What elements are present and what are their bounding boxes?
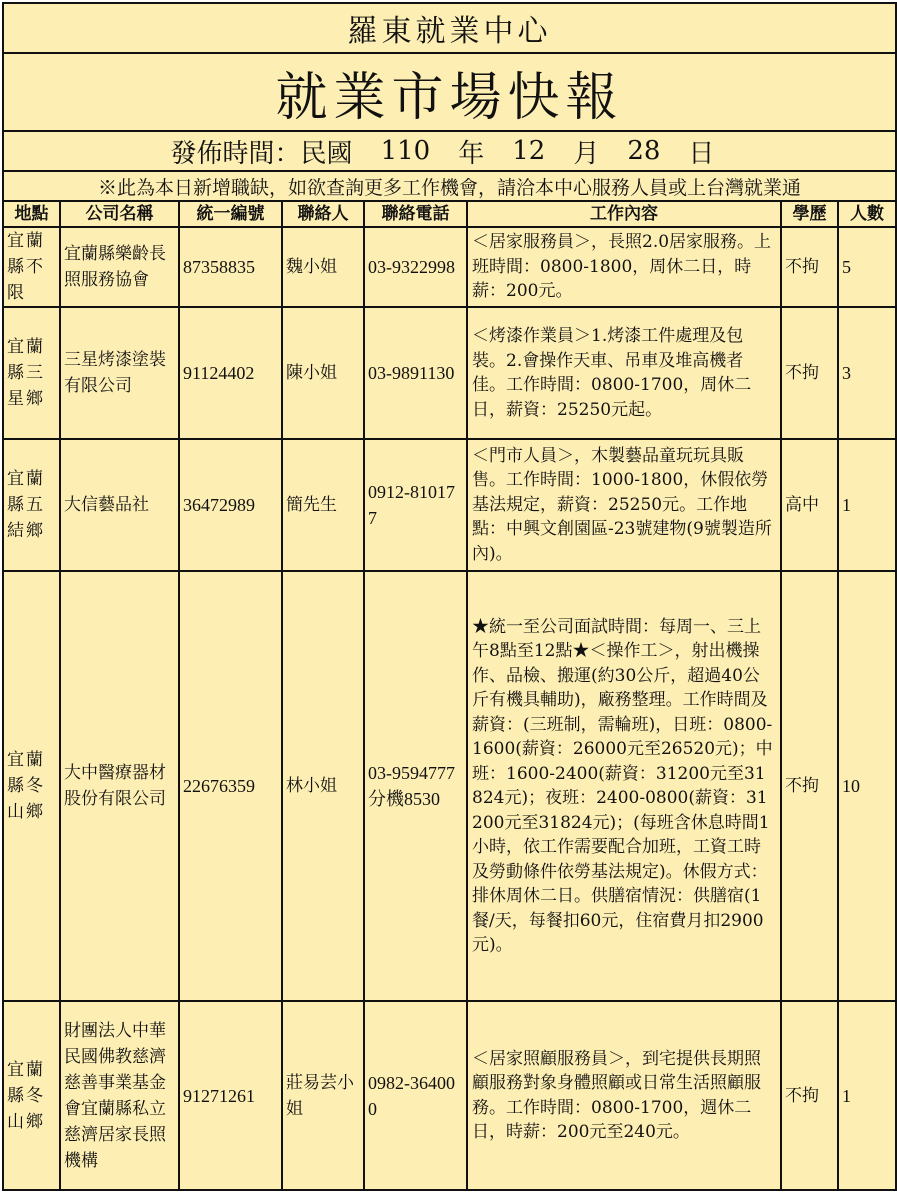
cell-tax-id: 22676359 <box>179 571 282 1001</box>
cell-tax-id: 91271261 <box>179 1001 282 1189</box>
cell-area: 宜蘭縣冬山鄉 <box>4 1001 60 1189</box>
cell-count: 10 <box>838 571 895 1001</box>
cell-tax-id: 87358835 <box>179 227 282 307</box>
cell-content: ＜居家服務員＞，長照2.0居家服務。上班時間：0800-1800，周休二日，時薪：200元。 <box>467 227 781 307</box>
cell-area: 宜蘭縣五結鄉 <box>4 439 60 571</box>
cell-company: 大中醫療器材股份有限公司 <box>60 571 179 1001</box>
date-label: 發佈時間：民國 <box>170 138 353 169</box>
date-day-unit: 日 <box>688 138 715 169</box>
cell-phone: 0912-810177 <box>364 439 467 571</box>
cell-company: 宜蘭縣樂齡長照服務協會 <box>60 227 179 307</box>
cell-contact: 魏小姐 <box>282 227 364 307</box>
table-row <box>4 227 895 307</box>
column-header-phone: 聯絡電話 <box>364 202 467 227</box>
column-header-tax-id: 統一編號 <box>179 202 282 227</box>
cell-tax-id: 36472989 <box>179 439 282 571</box>
table-row <box>4 307 895 439</box>
column-header-area: 地點 <box>4 202 60 227</box>
date-month: 12 <box>512 136 546 166</box>
cell-count: 1 <box>838 439 895 571</box>
cell-count: 3 <box>838 307 895 439</box>
center-name: 羅東就業中心 <box>4 4 895 54</box>
table-row <box>4 439 895 571</box>
cell-education: 不拘 <box>781 571 838 1001</box>
table-row <box>4 1001 895 1189</box>
cell-contact: 簡先生 <box>282 439 364 571</box>
date-month-unit: 月 <box>573 138 600 169</box>
table-row <box>4 571 895 1001</box>
cell-education: 不拘 <box>781 307 838 439</box>
page-title: 就業市場快報 <box>4 54 895 132</box>
job-table <box>4 202 895 1189</box>
cell-content: ＜居家照顧服務員＞，到宅提供長期照顧服務對象身體照顧或日常生活照顧服務。工作時間：0800-1700，週休二日，時薪：200元至240元。 <box>467 1001 781 1189</box>
cell-area: 宜蘭縣不限 <box>4 227 60 307</box>
notice-text: ※此為本日新增職缺，如欲查詢更多工作機會，請洽本中心服務人員或上台灣就業通 <box>4 172 895 202</box>
column-header-education: 學歷 <box>781 202 838 227</box>
cell-content: ＜門市人員＞，木製藝品童玩玩具販售。工作時間：1000-1800，休假依勞基法規定，薪資：25250元。工作地點：中興文創園區-23號建物(9號製造所內)。 <box>467 439 781 571</box>
publish-date <box>4 132 895 172</box>
cell-contact: 莊易芸小姐 <box>282 1001 364 1189</box>
cell-education: 不拘 <box>781 227 838 307</box>
cell-area: 宜蘭縣冬山鄉 <box>4 571 60 1001</box>
cell-area: 宜蘭縣三星鄉 <box>4 307 60 439</box>
cell-contact: 陳小姐 <box>282 307 364 439</box>
column-header-company: 公司名稱 <box>60 202 179 227</box>
cell-education: 高中 <box>781 439 838 571</box>
cell-education: 不拘 <box>781 1001 838 1189</box>
date-year: 110 <box>380 136 431 166</box>
cell-phone: 0982-364000 <box>364 1001 467 1189</box>
date-year-unit: 年 <box>458 138 485 169</box>
column-header-count: 人數 <box>838 202 895 227</box>
cell-phone: 03-9891130 <box>364 307 467 439</box>
date-day: 28 <box>627 136 661 166</box>
cell-company: 大信藝品社 <box>60 439 179 571</box>
cell-content: ＜烤漆作業員＞1.烤漆工件處理及包裝。2.會操作天車、吊車及堆高機者佳。工作時間：0800-1700，周休二日，薪資：25250元起。 <box>467 307 781 439</box>
cell-tax-id: 91124402 <box>179 307 282 439</box>
cell-company: 財團法人中華民國佛教慈濟慈善事業基金會宜蘭縣私立慈濟居家長照機構 <box>60 1001 179 1189</box>
cell-phone: 03-9594777分機8530 <box>364 571 467 1001</box>
cell-contact: 林小姐 <box>282 571 364 1001</box>
cell-company: 三星烤漆塗裝有限公司 <box>60 307 179 439</box>
job-bulletin <box>2 2 897 1191</box>
cell-phone: 03-9322998 <box>364 227 467 307</box>
table-header-row <box>4 202 895 227</box>
column-header-content: 工作內容 <box>467 202 781 227</box>
cell-count: 1 <box>838 1001 895 1189</box>
cell-content: ★統一至公司面試時間：每周一、三上午8點至12點★＜操作工＞，射出機操作、品檢、搬運(約30公斤，超過40公斤有機具輔助)，廠務整理。工作時間及薪資：(三班制，需輪班)，日班：0800-1600(薪資：26000元至26520元)；中班：1600-2400(薪資：31200元至31824元)；夜班：2400-0800(薪資：31200元至31824元)；(每班含休息時間1小時，依工作需要配合加班，工資工時及勞動條件依勞基法規定)。休假方式：排休周休二日。供膳宿情況：供膳宿(1餐/天，每餐扣60元，住宿費月扣2900元)。 <box>467 571 781 1001</box>
cell-count: 5 <box>838 227 895 307</box>
column-header-contact: 聯絡人 <box>282 202 364 227</box>
